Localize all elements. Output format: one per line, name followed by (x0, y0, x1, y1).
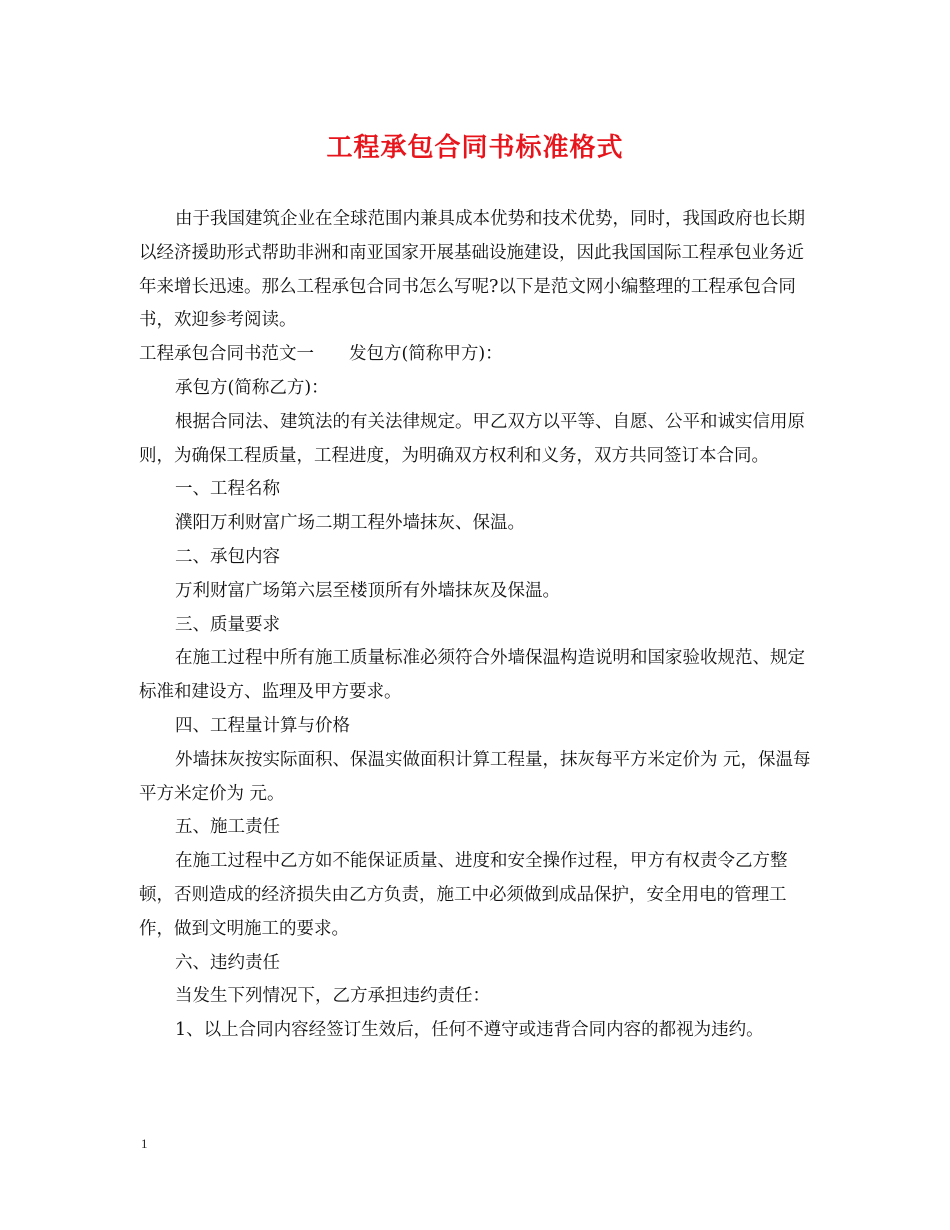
paragraph: 1、以上合同内容经签订生效后，任何不遵守或违背合同内容的都视为违约。 (175, 1020, 764, 1041)
paragraph: 四、工程量计算与价格 (175, 715, 350, 736)
page-number: 1 (141, 1136, 148, 1151)
paragraph: 二、承包内容 (175, 546, 280, 567)
paragraph: 五、施工责任 (175, 817, 280, 838)
paragraph: 六、违约责任 (175, 952, 280, 973)
paragraph: 当发生下列情况下，乙方承担违约责任： (175, 986, 490, 1007)
paragraph: 濮阳万利财富广场二期工程外墙抹灰、保温。 (175, 513, 525, 534)
paragraph: 工程承包合同书范文一 发包方(简称甲方)： (139, 344, 503, 365)
document-title: 工程承包合同书标准格式 (326, 133, 624, 163)
paragraph: 在施工过程中乙方如不能保证质量、进度和安全操作过程，甲方有权责令乙方整顿，否则造成的经济损失由乙方负责，施工中必须做到成品保护，安全用电的管理工作，做到文明施工的要求。 (139, 851, 788, 939)
paragraph: 承包方(简称乙方)： (175, 377, 329, 398)
paragraph: 由于我国建筑企业在全球范围内兼具成本优势和技术优势，同时，我国政府也长期以经济援助形式帮助非洲和南亚国家开展基础设施建设，因此我国国际工程承包业务近年来增长迅速。那么工程承包合同书怎么写呢?以下是范文网小编整理的工程承包合同书，欢迎参考阅读。 (139, 209, 805, 331)
paragraph: 在施工过程中所有施工质量标准必须符合外墙保温构造说明和国家验收规范、规定标准和建设方、监理及甲方要求。 (139, 648, 805, 703)
document-body (139, 203, 811, 1048)
paragraph: 一、工程名称 (175, 479, 280, 500)
paragraph: 万利财富广场第六层至楼顶所有外墙抹灰及保温。 (175, 580, 560, 601)
paragraph: 三、质量要求 (175, 614, 280, 635)
paragraph: 根据合同法、建筑法的有关法律规定。甲乙双方以平等、自愿、公平和诚实信用原则，为确保工程质量，工程进度，为明确双方权利和义务，双方共同签订本合同。 (139, 411, 805, 466)
paragraph: 外墙抹灰按实际面积、保温实做面积计算工程量，抹灰每平方米定价为 元，保温每平方米定价为 元。 (139, 749, 811, 804)
